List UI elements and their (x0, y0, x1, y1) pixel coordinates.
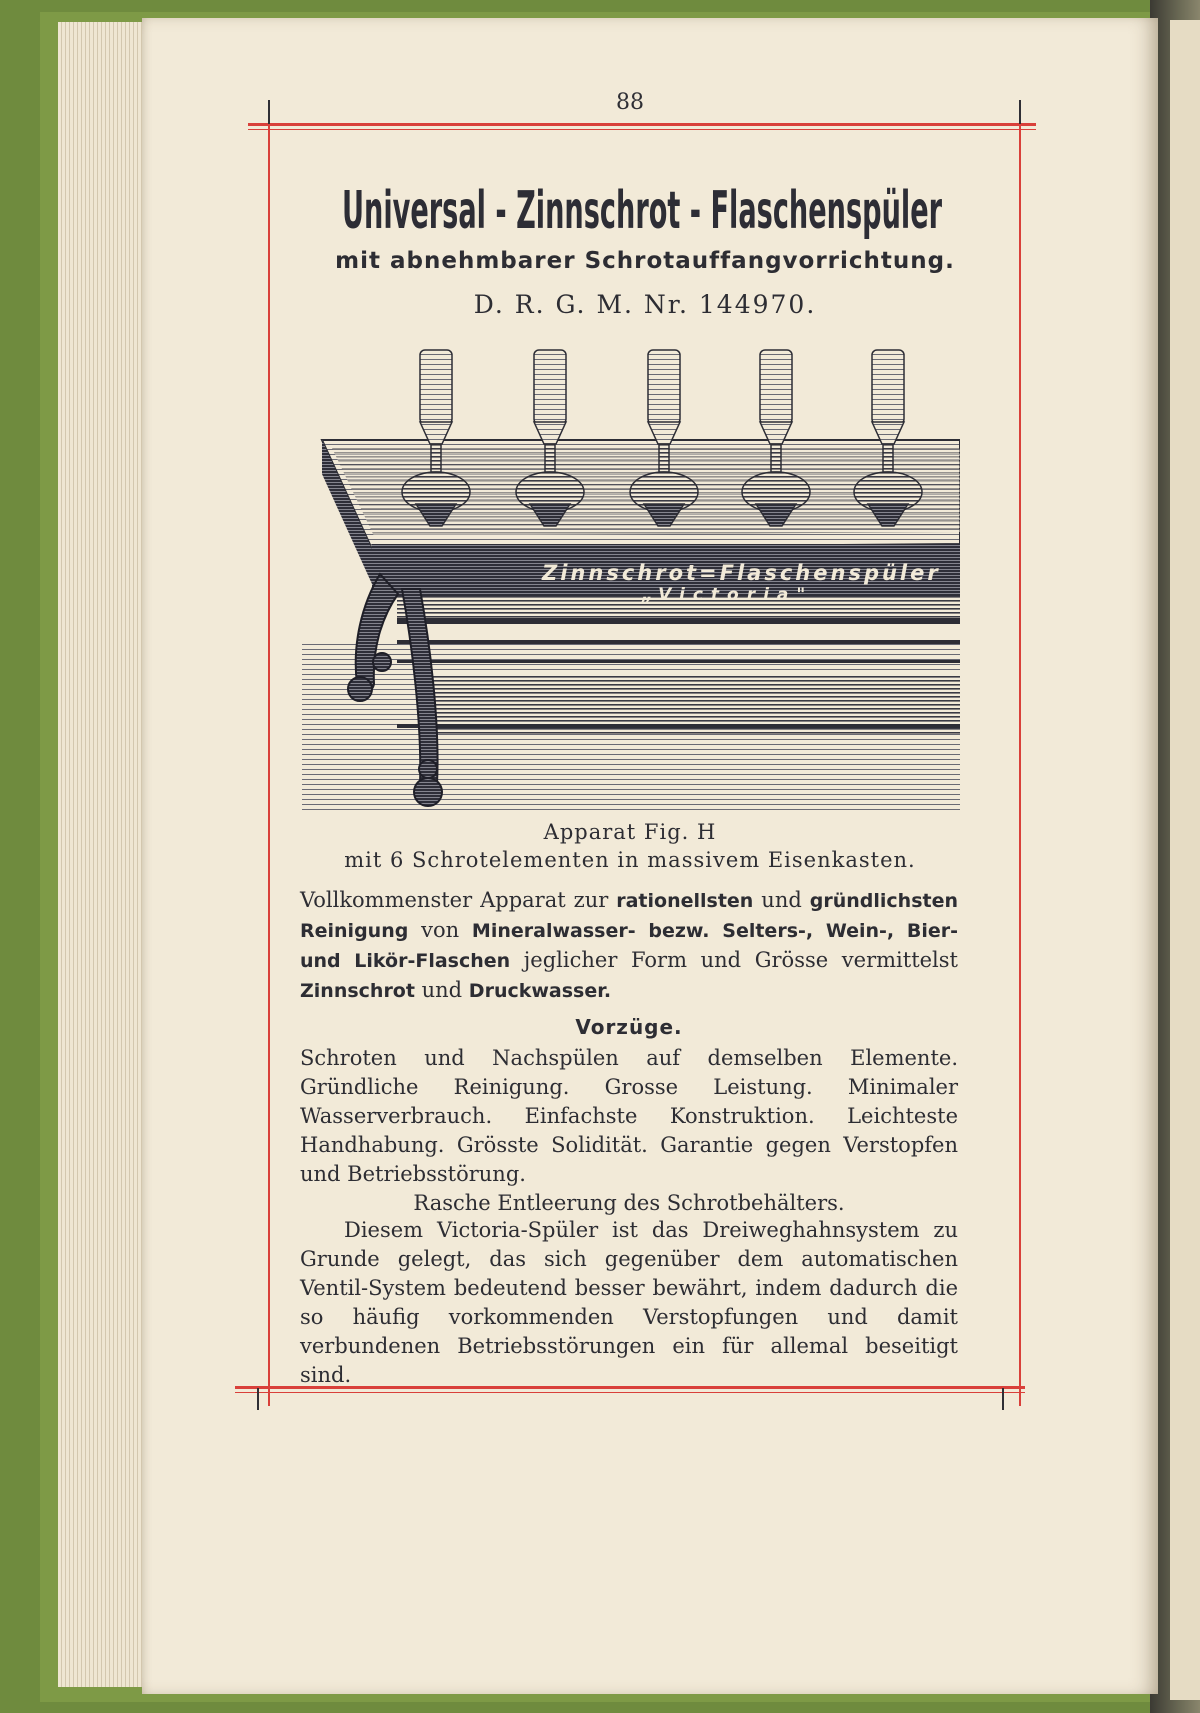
frame-tick-bl (257, 1388, 259, 1410)
frame-tick-br (1002, 1388, 1004, 1410)
intro-b8: Zinnschrot (300, 980, 415, 1002)
closing-text: Diesem Victoria-Spüler ist das Dreiweghahnsystem zu Grunde gelegt, das sich gegenüber dem automatischen Ventil-System bedeutend besser bewährt, indem dadurch die so häufig vorkommenden Verstopfungen und damit verbundenen Betriebsstörungen ein für allemal beseitigt sind. (300, 1218, 958, 1387)
intro-b2: gründlichsten Reinigung (300, 890, 958, 942)
intro-b1: rationellsten (616, 890, 754, 912)
closing-paragraph (300, 1216, 958, 1390)
intro-t4 (636, 918, 649, 942)
intro-b5: Selters-, Wein-, Bier- (722, 920, 958, 942)
intro-b7: Likör-Flaschen (354, 950, 511, 972)
intro-t9: und (414, 978, 469, 1002)
intro-t3: von (408, 918, 472, 942)
frame-bottom-rule-inner (235, 1392, 1025, 1393)
bottle-washer-illustration (302, 344, 960, 814)
patent-number: D. R. G. M. Nr. 144970. (473, 290, 817, 319)
intro-t5 (709, 918, 722, 942)
plate-text-line2: „Victoria" (642, 585, 814, 605)
frame-tick-tl (268, 100, 270, 124)
page-title-text: Universal - Zinnschrot - Flaschenspüler (342, 181, 943, 241)
facing-page-edge (1170, 20, 1200, 1700)
page-title (340, 172, 945, 244)
frame-top-rule (248, 123, 1036, 126)
intro-t8: jeglicher Form und Grösse vermittelst (510, 948, 958, 972)
figure-caption-title: Apparat Fig. H (543, 820, 717, 844)
intro-t7 (341, 948, 355, 972)
plate-text-line1: Zinnschrot=Flaschenspüler (542, 561, 941, 585)
page-number: 88 (616, 90, 644, 115)
intro-text (300, 886, 958, 1006)
intro-b9: Druckwasser. (468, 980, 612, 1002)
intro-b4: bezw. (648, 920, 710, 942)
intro-paragraph (300, 886, 958, 1006)
advantages-paragraph (300, 1044, 958, 1218)
advantages-heading: Vorzüge. (575, 1015, 683, 1039)
subtitle: mit abnehmbarer Schrotauffangvorrichtung. (335, 248, 955, 274)
intro-t1: Vollkommenster Apparat zur (300, 888, 617, 912)
frame-top-rule-inner (248, 129, 1036, 130)
intro-b3: Mineralwasser- (471, 920, 636, 942)
advantages-text: Schroten und Nachspülen auf demselben Elemente. Gründliche Reinigung. Grosse Leistung. Minimaler Wasserverbrauch. Einfachste Konstruktion. Leichteste Handhabung. Grösste Solidität. Garantie gegen Verstopfen und Betriebsstörung. (300, 1046, 958, 1186)
advantages-last-line: Rasche Entleerung des Schrotbehälters. (413, 1191, 845, 1215)
intro-b6: und (300, 950, 341, 972)
intro-t2: und (753, 888, 810, 912)
figure-caption-detail: mit 6 Schrotelementen in massivem Eisenkasten. (344, 848, 916, 872)
frame-tick-tr (1019, 100, 1021, 124)
